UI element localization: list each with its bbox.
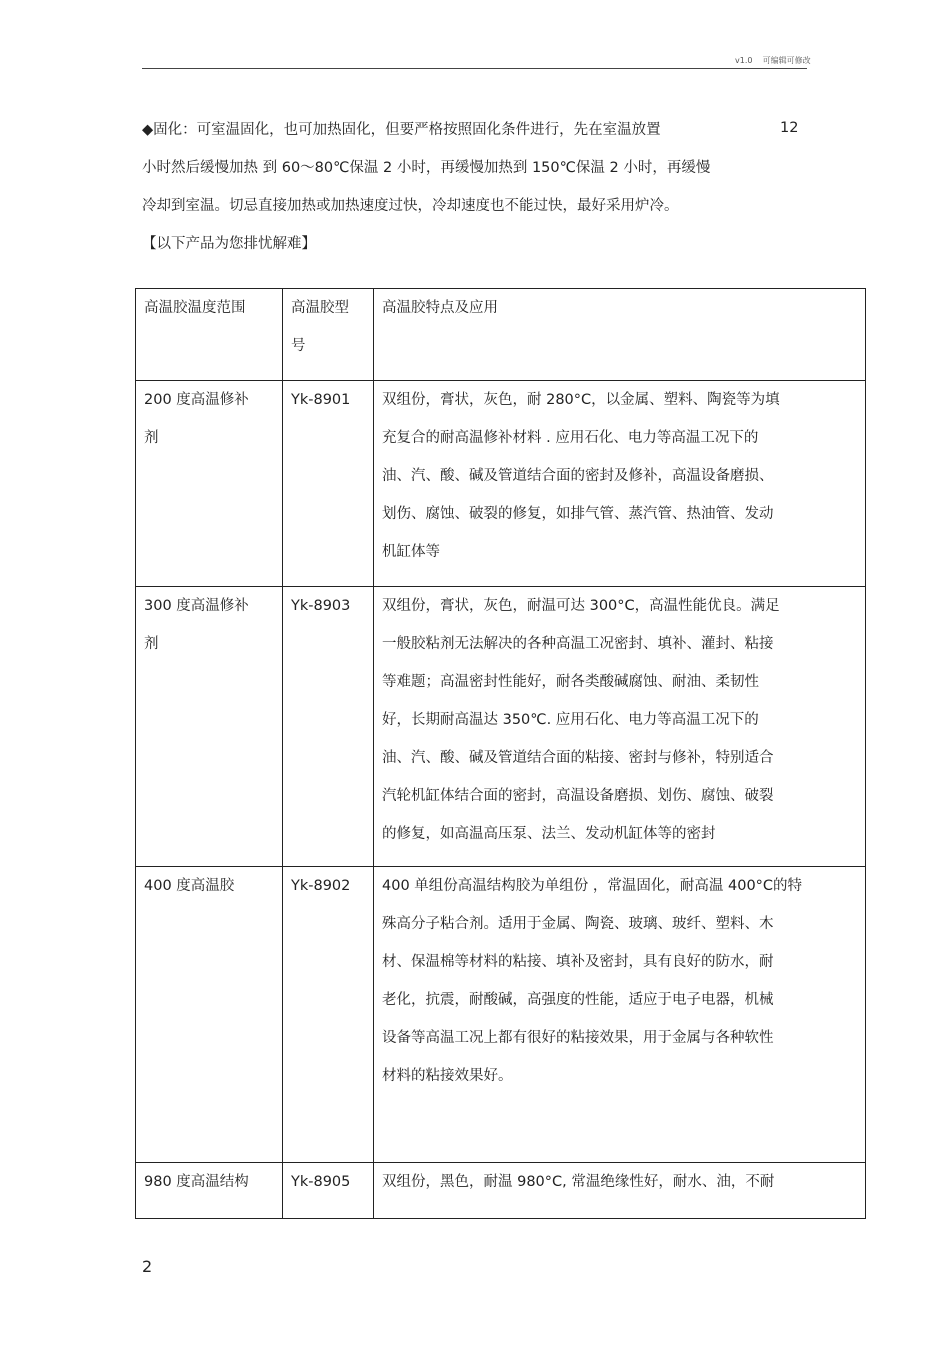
editable-note: 可编辑可修改 bbox=[762, 56, 811, 65]
table-row bbox=[136, 381, 866, 587]
curing-line-1: ◆固化：可室温固化，也可加热固化，但要严格按照固化条件进行，先在室温放置 bbox=[142, 122, 661, 138]
table-row bbox=[136, 587, 866, 867]
table-row bbox=[136, 1163, 866, 1219]
page-number: 2 bbox=[142, 1257, 153, 1276]
row-features: 双组份，膏状，灰色，耐温可达 300°C，高温性能优良。满足 一般胶粘剂无法解决的各种高温工况密封、填补、灌封、粘接 等难题；高温密封性能好，耐各类酸碱腐蚀、耐油、柔韧性 好，长期耐高温达 350℃. 应用石化、电力等高温工况下的 油、汽、酸、碱及管道结合面的粘接、密封与修补，特别适合 汽轮机缸体结合面的密封，高温设备磨损、划伤、腐蚀、破裂 的修复，如高温高压泵、法兰、发动机缸体等的密封 bbox=[374, 587, 866, 867]
product-table bbox=[135, 288, 866, 1219]
curing-line-2: 小时然后缓慢加热 到 60～80℃保温 2 小时，再缓慢加热到 150℃保温 2 小时，再缓慢 bbox=[142, 160, 711, 176]
row-model: Yk-8903 bbox=[283, 587, 374, 867]
row-features: 双组份，膏状，灰色，耐 280°C，以金属、塑料、陶瓷等为填 充复合的耐高温修补材料 . 应用石化、电力等高温工况下的 油、汽、酸、碱及管道结合面的密封及修补，高温设备磨损、 划伤、腐蚀、破裂的修复，如排气管、蒸汽管、热油管、发动 机缸体等 bbox=[374, 381, 866, 587]
curing-line-1-number: 12 bbox=[780, 120, 799, 136]
row-model: Yk-8902 bbox=[283, 867, 374, 1163]
header-divider bbox=[142, 68, 807, 69]
header-temp-range: 高温胶温度范围 bbox=[136, 289, 283, 381]
row-model: Yk-8901 bbox=[283, 381, 374, 587]
row-temp-range: 300 度高温修补 剂 bbox=[136, 587, 283, 867]
header-features: 高温胶特点及应用 bbox=[374, 289, 866, 381]
header-model: 高温胶型 号 bbox=[283, 289, 374, 381]
row-temp-range: 200 度高温修补 剂 bbox=[136, 381, 283, 587]
table-row bbox=[136, 867, 866, 1163]
row-features: 400 单组份高温结构胶为单组份 ，常温固化，耐高温 400°C的特 殊高分子粘合剂。适用于金属、陶瓷、玻璃、玻纤、塑料、木 材、保温棉等材料的粘接、填补及密封，具有良好的防水，耐 老化，抗震，耐酸碱，高强度的性能，适应于电子电器，机械 设备等高温工况上都有很好的粘接效果，用于金属与各种软性 材料的粘接效果好。 bbox=[374, 867, 866, 1163]
version-label: v1.0 bbox=[735, 56, 753, 65]
row-temp-range: 400 度高温胶 bbox=[136, 867, 283, 1163]
row-model: Yk-8905 bbox=[283, 1163, 374, 1219]
header-version-note bbox=[735, 55, 811, 66]
row-features: 双组份，黑色，耐温 980°C, 常温绝缘性好，耐水、油，不耐 bbox=[374, 1163, 866, 1219]
row-temp-range: 980 度高温结构 bbox=[136, 1163, 283, 1219]
table-header-row bbox=[136, 289, 866, 381]
products-intro: 【以下产品为您排忧解难】 bbox=[142, 236, 316, 252]
curing-line-3: 冷却到室温。切忌直接加热或加热速度过快，冷却速度也不能过快，最好采用炉冷。 bbox=[142, 198, 679, 214]
